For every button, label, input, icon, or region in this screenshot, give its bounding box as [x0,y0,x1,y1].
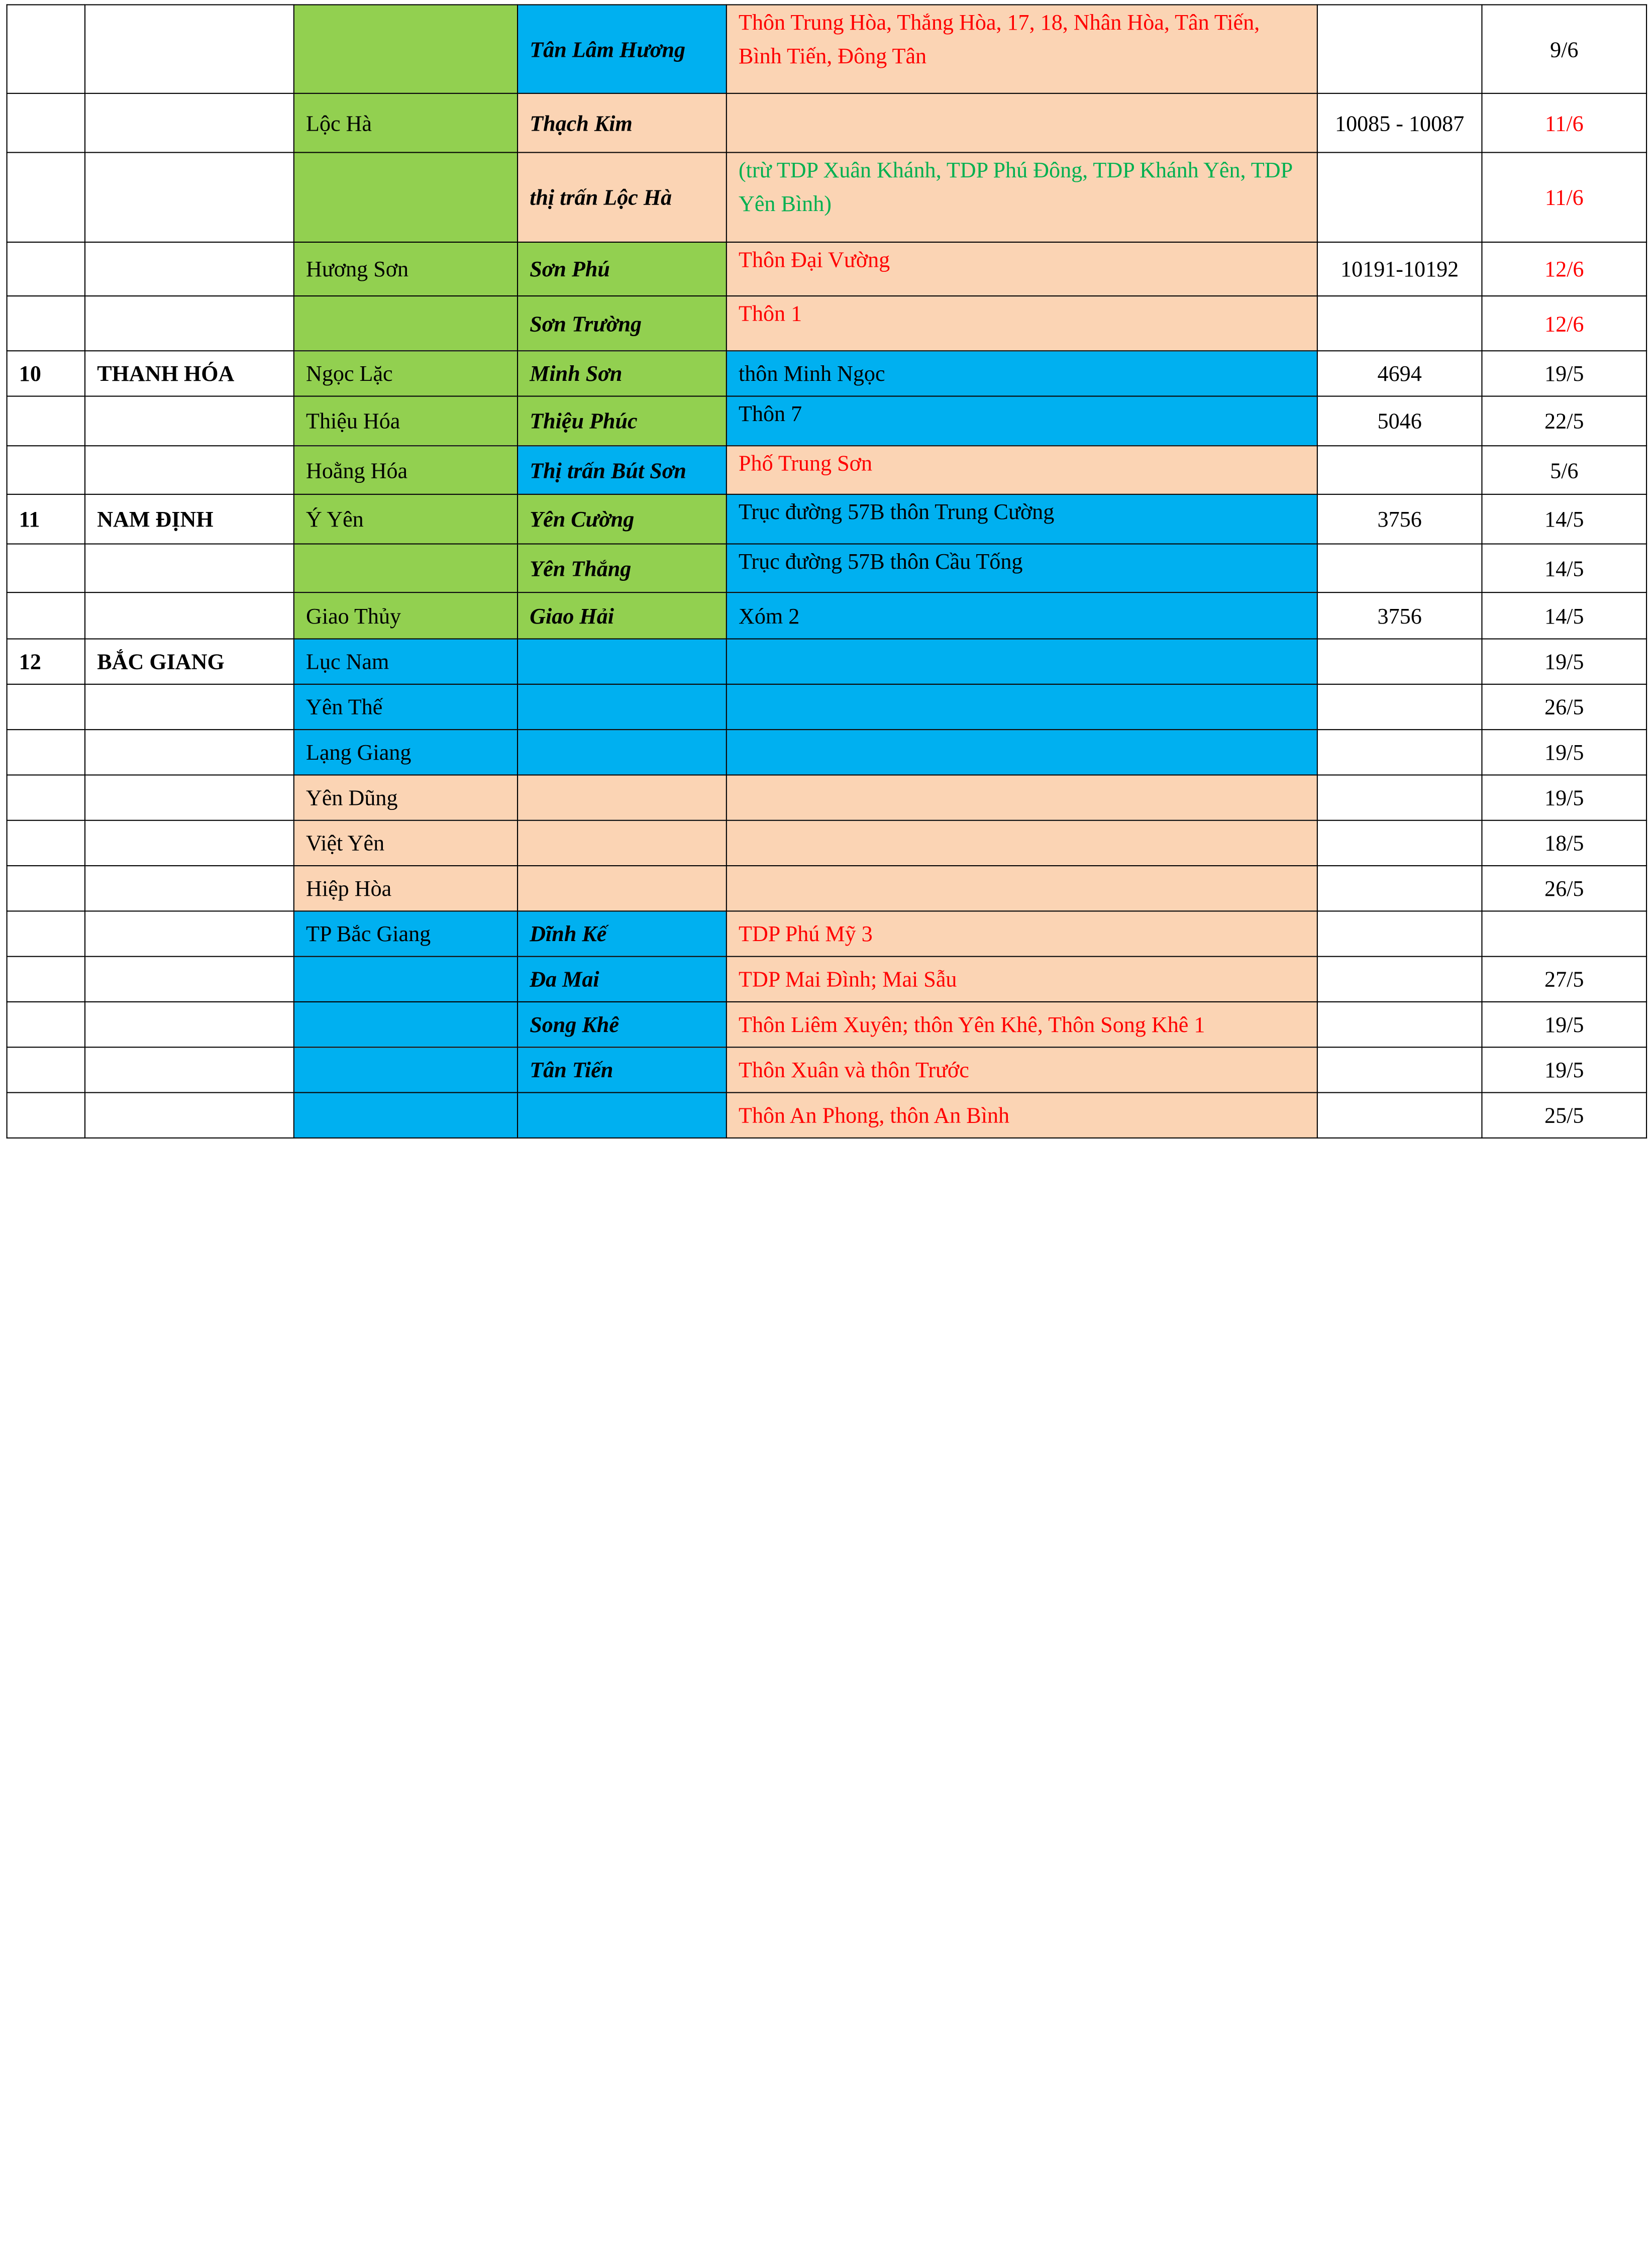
district-cell: TP Bắc Giang [294,911,518,956]
province-cell: NAM ĐỊNH [85,494,294,544]
table-row [7,152,1646,242]
date-cell: 14/5 [1482,544,1646,593]
code-cell [1317,639,1482,684]
date-cell: 19/5 [1482,351,1646,396]
detail-cell [727,866,1317,911]
stt-cell [7,152,85,242]
table-row [7,5,1646,93]
detail-cell: Phố Trung Sơn [727,446,1317,494]
province-cell [85,1002,294,1047]
province-cell [85,592,294,639]
code-cell [1317,446,1482,494]
province-cell [85,866,294,911]
commune-cell [518,1093,727,1138]
code-cell: 10085 - 10087 [1317,93,1482,153]
table-row [7,911,1646,956]
code-cell [1317,957,1482,1002]
code-cell [1317,1093,1482,1138]
date-cell: 11/6 [1482,152,1646,242]
stt-cell [7,446,85,494]
detail-cell [727,730,1317,775]
commune-cell: Sơn Phú [518,242,727,296]
date-cell: 25/5 [1482,1093,1646,1138]
stt-cell [7,242,85,296]
table-row [7,592,1646,639]
stt-cell [7,866,85,911]
district-cell: Giao Thủy [294,592,518,639]
detail-cell: Thôn Xuân và thôn Trước [727,1047,1317,1092]
district-cell: Hương Sơn [294,242,518,296]
code-cell [1317,775,1482,820]
district-cell: Yên Thế [294,684,518,730]
table-row [7,775,1646,820]
date-cell: 19/5 [1482,730,1646,775]
code-cell [1317,5,1482,93]
district-cell: Lộc Hà [294,93,518,153]
province-cell: THANH HÓA [85,351,294,396]
district-cell [294,957,518,1002]
date-cell: 11/6 [1482,93,1646,153]
date-cell: 27/5 [1482,957,1646,1002]
commune-cell [518,730,727,775]
stt-cell [7,820,85,866]
detail-cell: Thôn Trung Hòa, Thắng Hòa, 17, 18, Nhân Hòa, Tân Tiến, Bình Tiến, Đông Tân [727,5,1317,93]
detail-cell [727,93,1317,153]
stt-cell [7,957,85,1002]
detail-cell [727,775,1317,820]
stt-cell [7,684,85,730]
table-row [7,446,1646,494]
commune-cell: Yên Cường [518,494,727,544]
province-cell [85,775,294,820]
commune-cell [518,684,727,730]
code-cell [1317,544,1482,593]
commune-cell [518,820,727,866]
date-cell: 19/5 [1482,639,1646,684]
commune-cell: Dĩnh Kế [518,911,727,956]
district-cell: Ngọc Lặc [294,351,518,396]
date-cell: 26/5 [1482,866,1646,911]
date-cell: 18/5 [1482,820,1646,866]
code-cell [1317,820,1482,866]
stt-cell [7,775,85,820]
detail-cell: (trừ TDP Xuân Khánh, TDP Phú Đông, TDP Khánh Yên, TDP Yên Bình) [727,152,1317,242]
table-row [7,1093,1646,1138]
stt-cell [7,296,85,351]
district-cell [294,296,518,351]
detail-cell: Trục đường 57B thôn Trung Cường [727,494,1317,544]
stt-cell: 12 [7,639,85,684]
province-cell [85,911,294,956]
district-cell: Hoằng Hóa [294,446,518,494]
province-cell [85,544,294,593]
date-cell [1482,911,1646,956]
commune-cell: Yên Thắng [518,544,727,593]
table-row [7,494,1646,544]
province-cell [85,152,294,242]
district-cell [294,1093,518,1138]
commune-cell: Tân Tiến [518,1047,727,1092]
commune-cell: Tân Lâm Hương [518,5,727,93]
commune-cell [518,639,727,684]
date-cell: 5/6 [1482,446,1646,494]
detail-cell [727,820,1317,866]
province-cell: BẮC GIANG [85,639,294,684]
commune-cell: Minh Sơn [518,351,727,396]
commune-cell: Giao Hải [518,592,727,639]
date-cell: 14/5 [1482,494,1646,544]
date-cell: 19/5 [1482,1002,1646,1047]
province-cell [85,93,294,153]
date-cell: 19/5 [1482,1047,1646,1092]
detail-cell: Trục đường 57B thôn Cầu Tống [727,544,1317,593]
district-cell: Yên Dũng [294,775,518,820]
code-cell [1317,1002,1482,1047]
province-cell [85,730,294,775]
stt-cell [7,730,85,775]
stt-cell [7,911,85,956]
table-row [7,544,1646,593]
detail-cell: Thôn Đại Vường [727,242,1317,296]
district-cell [294,1002,518,1047]
date-cell: 26/5 [1482,684,1646,730]
detail-cell: thôn Minh Ngọc [727,351,1317,396]
table-row [7,93,1646,153]
province-cell [85,1093,294,1138]
code-cell [1317,1047,1482,1092]
date-cell: 19/5 [1482,775,1646,820]
date-cell: 9/6 [1482,5,1646,93]
detail-cell: Thôn Liêm Xuyên; thôn Yên Khê, Thôn Song Khê 1 [727,1002,1317,1047]
province-cell [85,296,294,351]
table-row [7,957,1646,1002]
commune-cell: Thiệu Phúc [518,396,727,446]
commune-cell: Thị trấn Bút Sơn [518,446,727,494]
code-cell: 5046 [1317,396,1482,446]
table-row [7,730,1646,775]
table-row [7,639,1646,684]
province-cell [85,820,294,866]
commune-cell: Sơn Trường [518,296,727,351]
code-cell: 3756 [1317,494,1482,544]
detail-cell [727,684,1317,730]
detail-cell: TDP Phú Mỹ 3 [727,911,1317,956]
commune-cell: Song Khê [518,1002,727,1047]
code-cell: 4694 [1317,351,1482,396]
code-cell: 10191-10192 [1317,242,1482,296]
detail-cell: Thôn 1 [727,296,1317,351]
stt-cell [7,1093,85,1138]
table-row [7,1002,1646,1047]
district-cell: Thiệu Hóa [294,396,518,446]
date-cell: 12/6 [1482,242,1646,296]
province-cell [85,446,294,494]
stt-cell: 11 [7,494,85,544]
code-cell [1317,152,1482,242]
district-cell: Ý Yên [294,494,518,544]
commune-cell [518,775,727,820]
stt-cell [7,1047,85,1092]
code-cell [1317,684,1482,730]
commune-cell: Thạch Kim [518,93,727,153]
district-cell: Lạng Giang [294,730,518,775]
table-row [7,351,1646,396]
province-cell [85,957,294,1002]
stt-cell [7,5,85,93]
stt-cell [7,544,85,593]
table-row [7,1047,1646,1092]
date-cell: 12/6 [1482,296,1646,351]
table-row [7,866,1646,911]
province-cell [85,242,294,296]
province-cell [85,396,294,446]
stt-cell [7,592,85,639]
province-cell [85,684,294,730]
code-cell: 3756 [1317,592,1482,639]
detail-cell: Thôn 7 [727,396,1317,446]
code-cell [1317,730,1482,775]
detail-cell: TDP Mai Đình; Mai Sẫu [727,957,1317,1002]
district-cell [294,152,518,242]
district-cell [294,544,518,593]
commune-cell: Đa Mai [518,957,727,1002]
province-cell [85,5,294,93]
table-row [7,396,1646,446]
code-cell [1317,296,1482,351]
table-row [7,296,1646,351]
commune-cell: thị trấn Lộc Hà [518,152,727,242]
code-cell [1317,866,1482,911]
district-cell: Hiệp Hòa [294,866,518,911]
stt-cell [7,93,85,153]
commune-cell [518,866,727,911]
table-row [7,684,1646,730]
date-cell: 22/5 [1482,396,1646,446]
detail-cell: Xóm 2 [727,592,1317,639]
date-cell: 14/5 [1482,592,1646,639]
stt-cell [7,396,85,446]
outbreak-table [7,4,1647,1139]
stt-cell [7,1002,85,1047]
province-cell [85,1047,294,1092]
detail-cell: Thôn An Phong, thôn An Bình [727,1093,1317,1138]
code-cell [1317,911,1482,956]
district-cell: Lục Nam [294,639,518,684]
district-cell: Việt Yên [294,820,518,866]
table-row [7,820,1646,866]
detail-cell [727,639,1317,684]
table-row [7,242,1646,296]
district-cell [294,1047,518,1092]
stt-cell: 10 [7,351,85,396]
district-cell [294,5,518,93]
